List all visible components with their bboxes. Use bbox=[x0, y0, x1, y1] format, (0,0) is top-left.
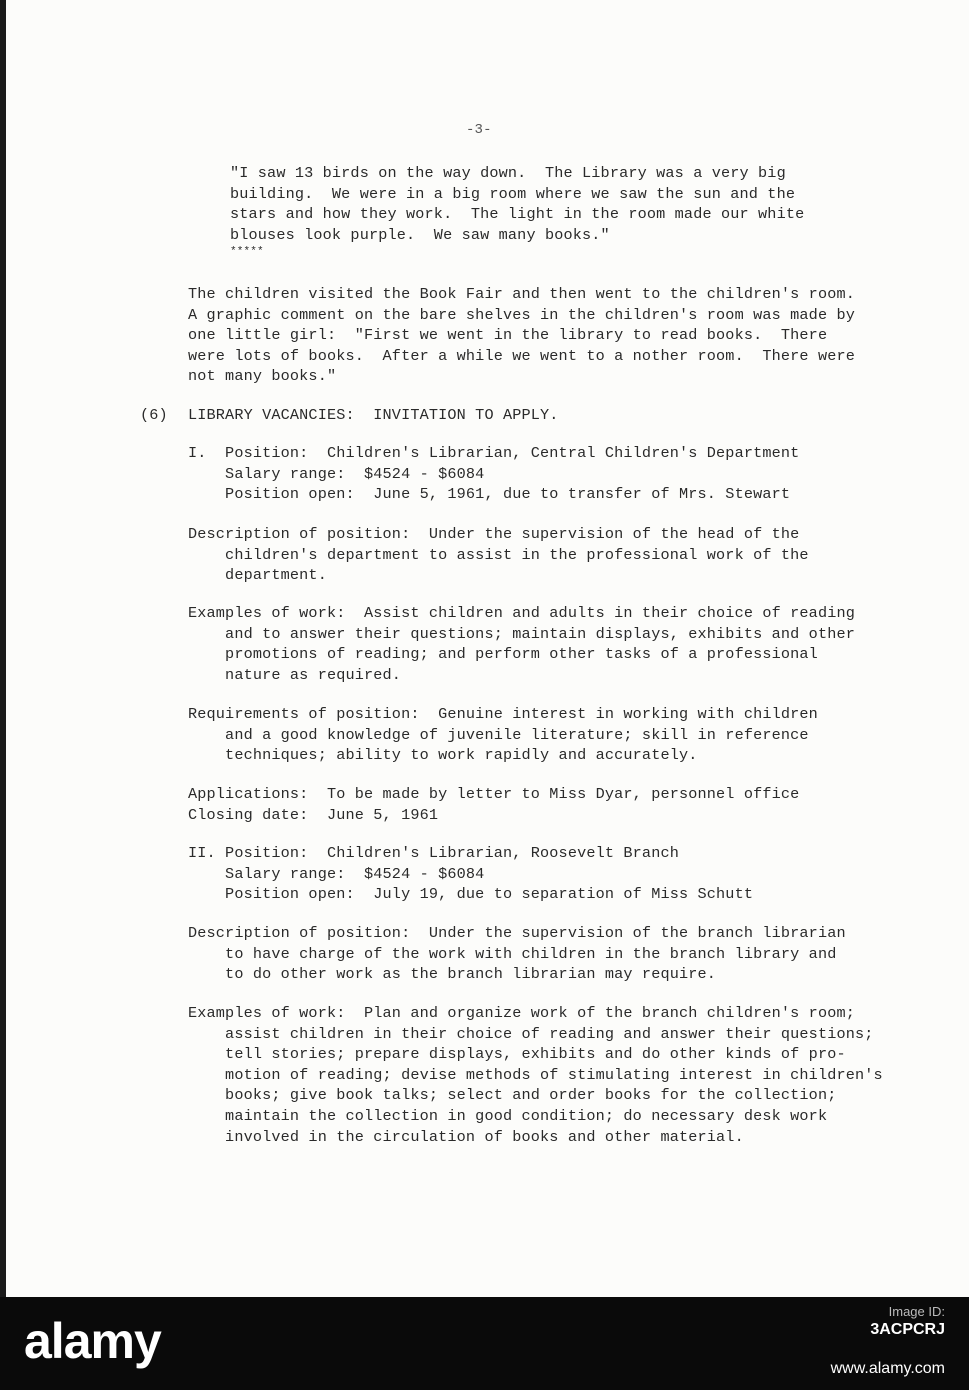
position-line: Position open: July 19, due to separation of Miss Schutt bbox=[188, 885, 754, 904]
position-line: I. Position: Children's Librarian, Central Children's Department bbox=[188, 444, 800, 462]
position-2-description bbox=[188, 923, 846, 985]
image-id-label: Image ID: bbox=[888, 1304, 945, 1319]
position-1-examples bbox=[188, 603, 855, 685]
paragraph-line: not many books." bbox=[188, 367, 337, 386]
requirements-line: Requirements of position: Genuine interest in working with children bbox=[188, 705, 818, 723]
requirements-line: and a good knowledge of juvenile literature; skill in reference bbox=[188, 725, 809, 744]
paragraph-line: were lots of books. After a while we went to a nother room. There were bbox=[188, 346, 856, 365]
description-line: department. bbox=[188, 566, 327, 585]
section-heading: LIBRARY VACANCIES: INVITATION TO APPLY. bbox=[188, 406, 559, 424]
quote-line: "I saw 13 birds on the way down. The Library was a very big bbox=[230, 164, 786, 182]
position-2-header bbox=[188, 843, 753, 905]
image-id bbox=[870, 1303, 945, 1339]
position-1-description bbox=[188, 524, 809, 586]
examples-line: tell stories; prepare displays, exhibits and do other kinds of pro- bbox=[188, 1045, 846, 1064]
quote-separator: ***** bbox=[230, 246, 264, 259]
description-line: Description of position: Under the supervision of the head of the bbox=[188, 525, 800, 543]
position-line: II. Position: Children's Librarian, Roosevelt Branch bbox=[188, 844, 679, 862]
position-line: Position open: June 5, 1961, due to transfer of Mrs. Stewart bbox=[188, 485, 791, 504]
image-id-code: 3ACPCRJ bbox=[870, 1321, 945, 1338]
examples-line: assist children in their choice of reading and answer their questions; bbox=[188, 1024, 874, 1043]
page-number: -3- bbox=[466, 122, 492, 138]
examples-line: and to answer their questions; maintain displays, exhibits and other bbox=[188, 624, 856, 643]
paragraph-line: The children visited the Book Fair and then went to the children's room. bbox=[188, 285, 856, 303]
applications-line: Applications: To be made by letter to Miss Dyar, personnel office bbox=[188, 785, 800, 803]
quote-line: stars and how they work. The light in the room made our white bbox=[230, 205, 805, 224]
requirements-line: techniques; ability to work rapidly and accurately. bbox=[188, 746, 698, 765]
site-url: www.alamy.com bbox=[830, 1360, 945, 1377]
position-1-requirements bbox=[188, 704, 818, 766]
position-line: Salary range: $4524 - $6084 bbox=[188, 864, 485, 883]
description-line: to have charge of the work with children in the branch library and bbox=[188, 944, 837, 963]
position-line: Salary range: $4524 - $6084 bbox=[188, 464, 485, 483]
quote-block bbox=[230, 163, 804, 259]
examples-line: maintain the collection in good condition; do necessary desk work bbox=[188, 1106, 828, 1125]
examples-line: Examples of work: Assist children and adults in their choice of reading bbox=[188, 604, 856, 622]
description-line: children's department to assist in the professional work of the bbox=[188, 545, 809, 564]
quote-line: blouses look purple. We saw many books." bbox=[230, 225, 610, 244]
examples-line: nature as required. bbox=[188, 665, 402, 684]
position-1-applications bbox=[188, 784, 799, 825]
paragraph-line: A graphic comment on the bare shelves in the children's room was made by bbox=[188, 305, 856, 324]
examples-line: Examples of work: Plan and organize work of the branch children's room; bbox=[188, 1004, 856, 1022]
alamy-logo: alamy bbox=[24, 1313, 161, 1369]
examples-line: books; give book talks; select and order books for the collection; bbox=[188, 1086, 837, 1105]
closing-date-line: Closing date: June 5, 1961 bbox=[188, 805, 439, 824]
examples-line: motion of reading; devise methods of stimulating interest in children's bbox=[188, 1065, 883, 1084]
paragraph-line: one little girl: "First we went in the library to read books. There bbox=[188, 326, 828, 345]
section-number: (6) bbox=[140, 406, 168, 424]
examples-line: promotions of reading; and perform other tasks of a professional bbox=[188, 645, 818, 664]
description-line: to do other work as the branch librarian may require. bbox=[188, 965, 717, 984]
quote-line: building. We were in a big room where we saw the sun and the bbox=[230, 184, 796, 203]
description-line: Description of position: Under the supervision of the branch librarian bbox=[188, 924, 846, 942]
stock-photo-footer bbox=[0, 1297, 969, 1390]
examples-line: involved in the circulation of books and other material. bbox=[188, 1127, 744, 1146]
position-1-header bbox=[188, 443, 799, 505]
children-visit-paragraph bbox=[188, 284, 855, 387]
position-2-examples bbox=[188, 1003, 883, 1147]
